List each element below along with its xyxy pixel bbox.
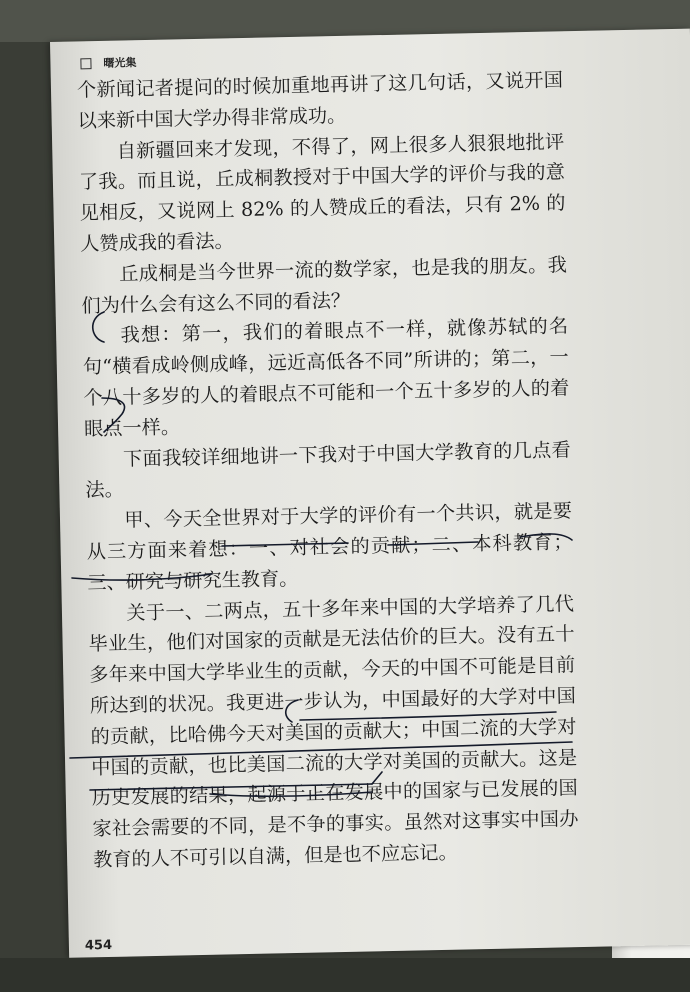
- paragraph: 甲、今天全世界对于大学的评价有一个共识，就是要从三方面来着想：一、对社会的贡献；二、本科教育；三、研究与研究生教育。: [86, 499, 573, 595]
- paragraph: 自新疆回来才发现，不得了，网上很多人狠狠地批评了我。而且说，丘成桐教授对于中国大学的评价与我的意见相反，又说网上 82% 的人赞成丘的看法，只有 2% 的人赞成我的看法。: [78, 129, 566, 256]
- paragraph: 丘成桐是当今世界一流的数学家，也是我的朋友。我们为什么会有这么不同的看法？: [81, 253, 568, 317]
- bottom-background: [0, 958, 690, 992]
- paragraph: 我想：第一，我们的着眼点不一样，就像苏轼的名句“横看成岭侧成峰，远近高低各不同”所讲的；第二，一个八十多岁的人的着眼点不可能和一个五十多岁的人的着眼点一样。: [82, 314, 570, 441]
- paragraph: 下面我较详细地讲一下我对于中国大学教育的几点看法。: [85, 437, 571, 502]
- book-page: [50, 29, 690, 958]
- header-square-icon: [80, 58, 91, 69]
- paragraph: 个新闻记者提问的时候加重地再讲了这几句话，又说开国以来新中国大学办得非常成功。: [76, 68, 564, 133]
- body-text: [77, 65, 580, 876]
- paragraph: 关于一、二两点，五十多年来中国的大学培养了几代毕业生，他们对国家的贡献是无法估价的巨大。没有五十多年来中国大学毕业生的贡献，今天的中国不可能是目前所达到的状况。我更进一步认为，中国最好的大学对中国的贡献，比哈佛今天对美国的贡献大；中国二流的大学对中国的贡献，也比美国二流的大学对美国的贡献大。这是历史发展的结果，起源于正在发展中的国家与已发展的国家社会需要的不同，是不争的事实。虽然对这事实中国办教育的人不可引以自满，但是也不应忘记。: [88, 591, 579, 872]
- running-header: [80, 54, 136, 71]
- book-title: 曙光集: [103, 56, 137, 70]
- page-number: 454: [84, 937, 113, 954]
